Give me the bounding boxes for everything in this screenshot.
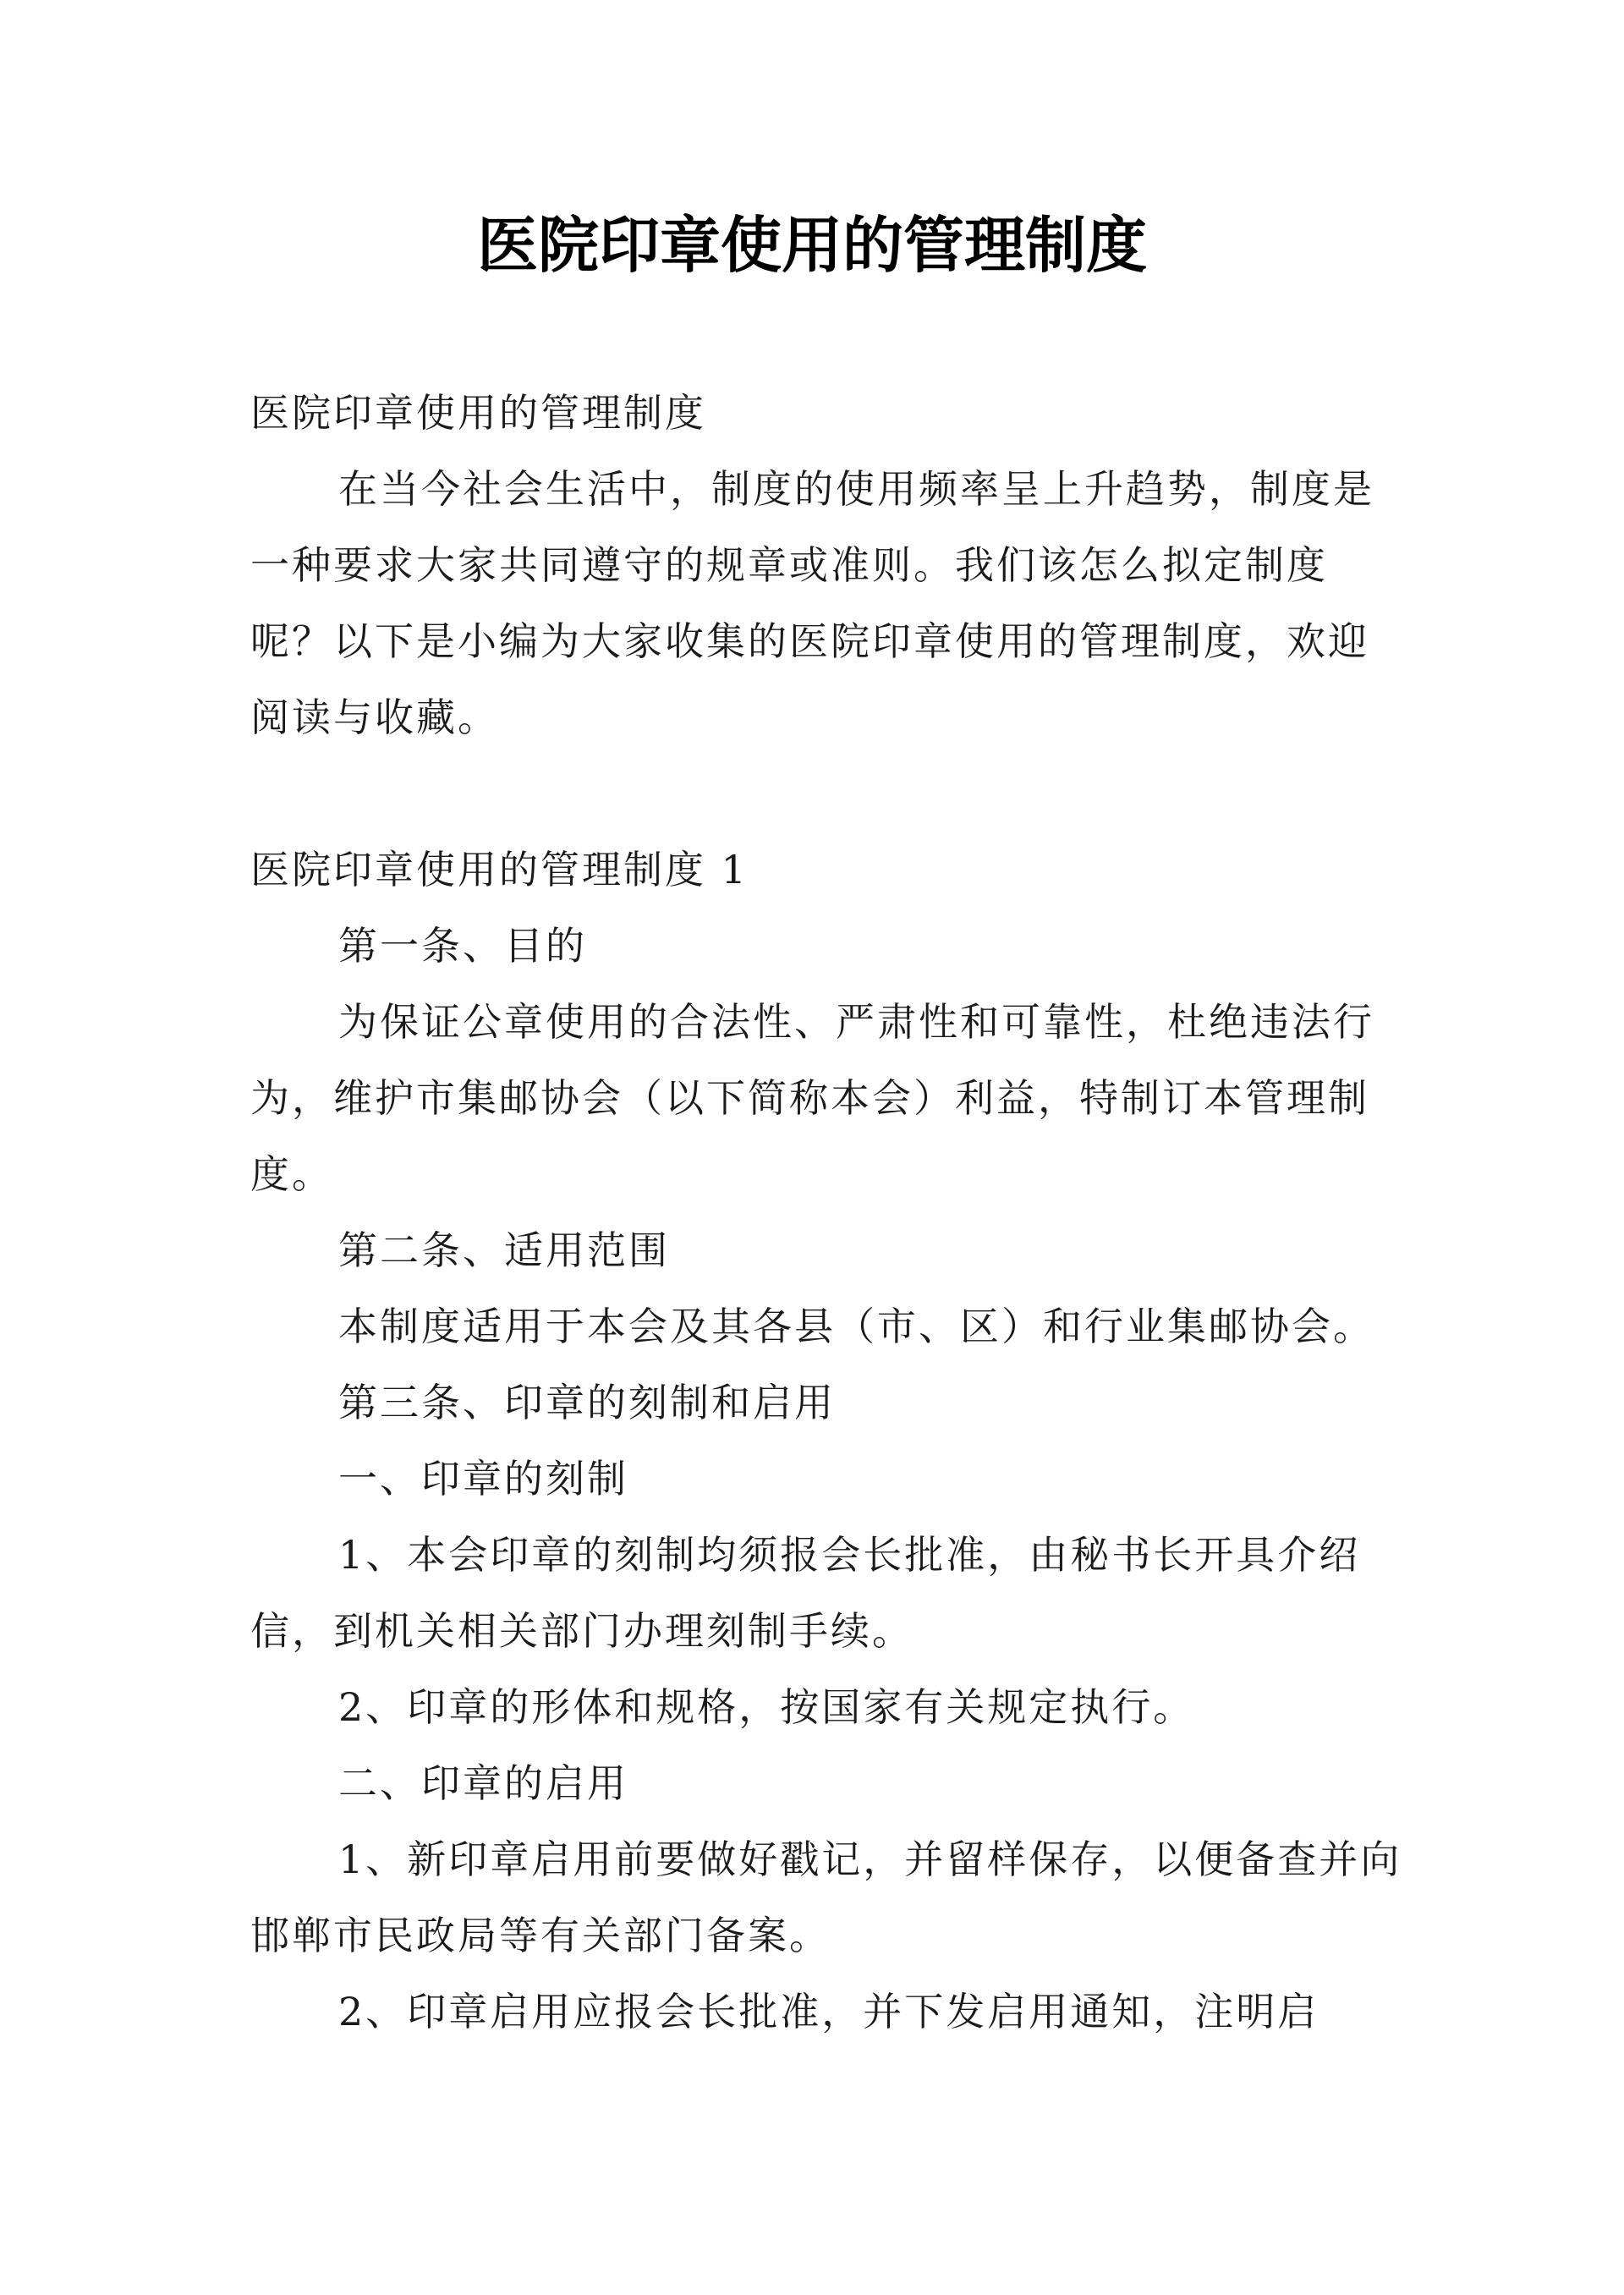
- article-heading: 第一条、目的: [338, 923, 587, 969]
- intro-paragraph: 在当今社会生活中，制度的使用频率呈上升趋势，制度是一种要求大家共同遵守的规章或准则。我们该怎么拟定制度呢？以下是小编为大家收集的医院印章使用的管理制度，欢迎阅读与收藏。: [250, 466, 1374, 740]
- body-paragraph: 本制度适用于本会及其各县（市、区）和行业集邮协会。: [338, 1304, 1374, 1349]
- body-paragraph: 2、印章启用应报会长批准，并下发启用通知，注明启: [338, 1989, 1320, 2034]
- body-paragraph: 1、新印章启用前要做好戳记，并留样保存，以便备查并向邯郸市民政局等有关部门备案。: [250, 1837, 1402, 1958]
- body-paragraph: 为保证公章使用的合法性、严肃性和可靠性，杜绝违法行为，维护市集邮协会（以下简称本会）利益，特制订本管理制度。: [250, 999, 1374, 1197]
- article-heading: 第二条、适用范围: [338, 1227, 670, 1273]
- section-heading: 医院印章使用的管理制度 1: [250, 847, 749, 892]
- body-paragraph: 1、本会印章的刻制均须报会长批准，由秘书长开具介绍信，到机关相关部门办理刻制手续。: [250, 1532, 1361, 1654]
- document-title: 医院印章使用的管理制度: [476, 210, 1147, 281]
- sub-heading: 一、印章的刻制: [338, 1456, 628, 1502]
- sub-heading: 二、印章的启用: [338, 1760, 628, 1806]
- subtitle-paragraph: 医院印章使用的管理制度: [250, 390, 706, 436]
- article-heading: 第三条、印章的刻制和启用: [338, 1380, 836, 1425]
- body-paragraph: 2、印章的形体和规格，按国家有关规定执行。: [338, 1684, 1195, 1730]
- document-body: [250, 375, 1407, 2050]
